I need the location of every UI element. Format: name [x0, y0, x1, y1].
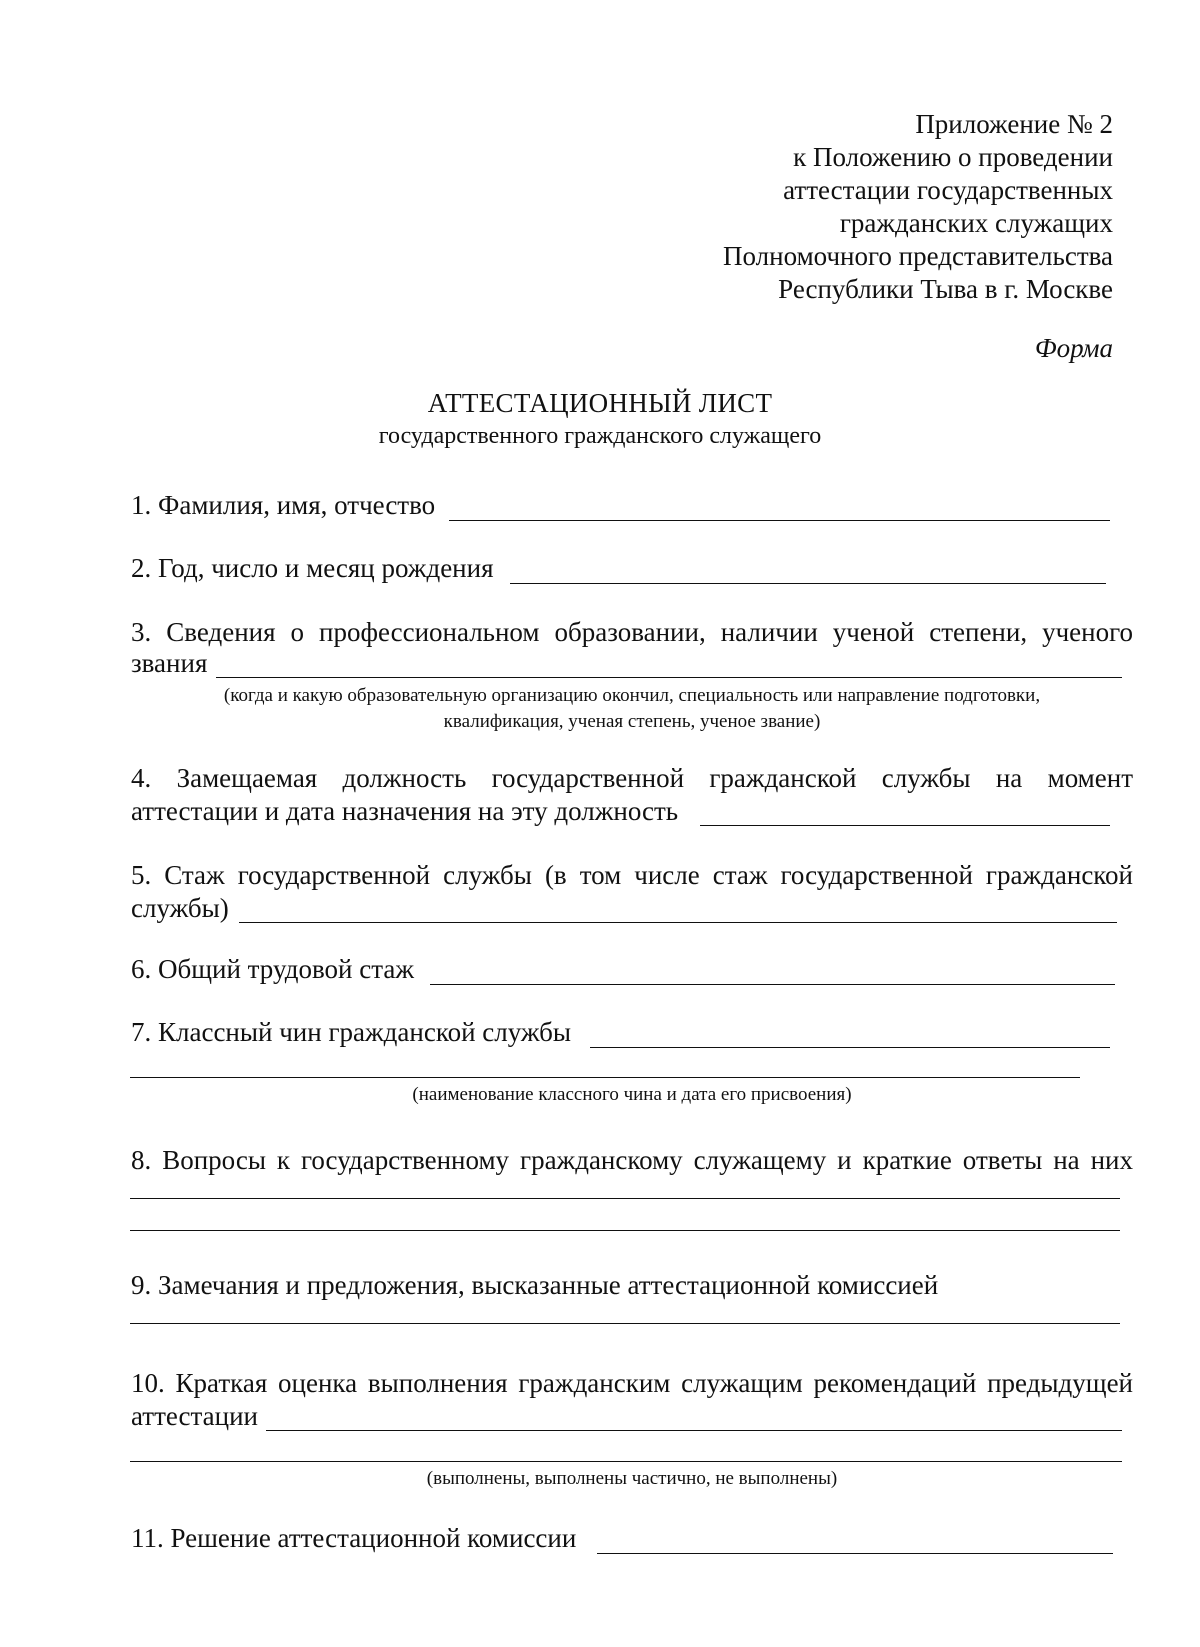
item-4-label-line1: 4. Замещаемая должность государственной гражданской службы на момент: [131, 763, 1133, 793]
appendix-line: аттестации государственных: [783, 175, 1113, 205]
item-7-label: 7. Классный чин гражданской службы: [131, 1017, 572, 1047]
item-11-label: 11. Решение аттестационной комиссии: [131, 1523, 577, 1553]
item-5-label-line1: 5. Стаж государственной службы (в том числе стаж государственной гражданской: [131, 860, 1133, 890]
item-9-fill-line[interactable]: [130, 1323, 1120, 1324]
item-1-label: 1. Фамилия, имя, отчество: [131, 490, 436, 520]
item-10-label-line2: аттестации: [131, 1401, 258, 1431]
item-3-label-line1: 3. Сведения о профессиональном образовании, наличии ученой степени, ученого: [131, 617, 1133, 647]
item-10-label-line1: 10. Краткая оценка выполнения гражданским служащим рекомендаций предыдущей: [131, 1368, 1133, 1398]
item-6-label: 6. Общий трудовой стаж: [131, 954, 414, 984]
item-4-fill-line[interactable]: [700, 825, 1110, 826]
item-8-label: 8. Вопросы к государственному гражданскому служащему и краткие ответы на них: [131, 1145, 1133, 1175]
item-8-fill-line-2[interactable]: [130, 1230, 1120, 1231]
item-7-fill-line[interactable]: [590, 1047, 1110, 1048]
item-3-hint-line1: (когда и какую образовательную организацию окончил, специальность или направление подготовки,: [223, 685, 1041, 706]
document-title: АТТЕСТАЦИОННЫЙ ЛИСТ: [427, 388, 773, 418]
item-6-fill-line[interactable]: [430, 984, 1115, 985]
item-1-fill-line[interactable]: [449, 520, 1110, 521]
item-8-fill-line-1[interactable]: [130, 1198, 1120, 1199]
item-3-hint-line2: квалификация, ученая степень, ученое звание): [443, 711, 821, 732]
item-2-label: 2. Год, число и месяц рождения: [131, 553, 494, 583]
item-5-fill-line[interactable]: [239, 922, 1117, 923]
item-9-label: 9. Замечания и предложения, высказанные аттестационной комиссией: [131, 1270, 939, 1300]
item-7-fill-line-2[interactable]: [130, 1077, 1080, 1078]
item-3-label-line2: звания: [131, 648, 208, 678]
item-7-hint: (наименование классного чина и дата его присвоения): [412, 1084, 852, 1105]
item-10-hint: (выполнены, выполнены частично, не выполнены): [426, 1468, 838, 1489]
appendix-line: гражданских служащих: [839, 208, 1113, 238]
item-5-label-line2: службы): [131, 893, 229, 923]
appendix-line: Приложение № 2: [915, 109, 1113, 139]
appendix-line: Полномочного представительства: [723, 241, 1113, 271]
document-subtitle: государственного гражданского служащего: [378, 423, 822, 449]
item-10-fill-line[interactable]: [266, 1430, 1122, 1431]
appendix-header: [723, 108, 1113, 306]
item-3-fill-line[interactable]: [216, 677, 1122, 678]
appendix-line: к Положению о проведении: [793, 142, 1113, 172]
appendix-line: Республики Тыва в г. Москве: [778, 274, 1113, 304]
item-2-fill-line[interactable]: [510, 583, 1106, 584]
item-10-fill-line-2[interactable]: [130, 1461, 1122, 1462]
form-label: Форма: [1034, 333, 1113, 363]
item-11-fill-line[interactable]: [597, 1553, 1113, 1554]
item-4-label-line2: аттестации и дата назначения на эту должность: [131, 796, 679, 826]
